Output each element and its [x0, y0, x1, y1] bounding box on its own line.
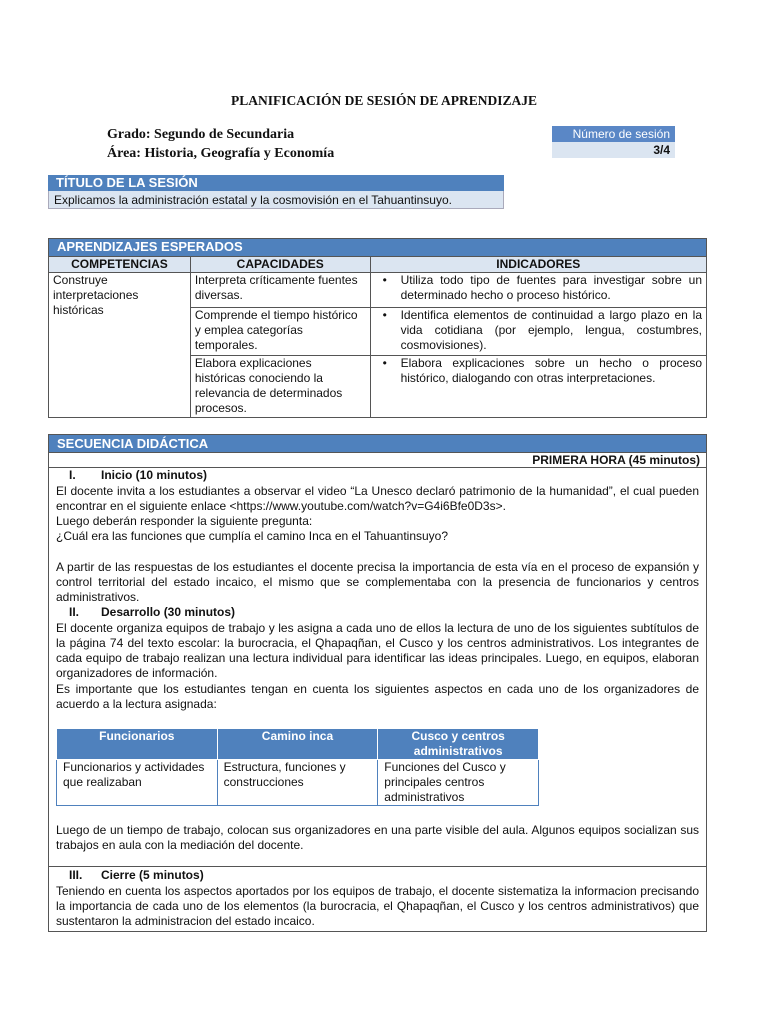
- indicador-cell: [370, 273, 706, 308]
- inicio-number: I.: [69, 468, 76, 482]
- desarrollo-number: II.: [69, 605, 80, 619]
- bullet-icon: •: [382, 308, 387, 322]
- bullet-icon: •: [382, 356, 387, 370]
- desarrollo-heading: [69, 605, 235, 620]
- col-camino-inca: Camino inca: [217, 729, 378, 760]
- desarrollo-title: Desarrollo (30 minutos): [101, 605, 236, 619]
- col-indicadores: INDICADORES: [370, 257, 706, 273]
- titulo-sesion-header: TÍTULO DE LA SESIÓN: [48, 175, 504, 191]
- inicio-paragraph-2: Luego deberán responder la siguiente pregunta:: [56, 514, 313, 528]
- page-title: PLANIFICACIÓN DE SESIÓN DE APRENDIZAJE: [230, 93, 538, 108]
- indicador-text: Identifica elementos de continuidad a largo plazo en la vida cotidiana (por ejemplo, lengua, costumbres, cosmovisiones).: [400, 308, 702, 352]
- secuencia-header: SECUENCIA DIDÁCTICA: [49, 435, 706, 452]
- session-number-value: 3/4: [552, 142, 675, 158]
- competencia-cell: Construye interpretaciones históricas: [49, 273, 191, 418]
- organizador-cell: Funciones del Cusco y principales centros administrativos: [378, 760, 539, 806]
- organizador-cell: Funcionarios y actividades que realizaban: [57, 760, 218, 806]
- organizadores-table: [56, 728, 539, 806]
- col-competencias: COMPETENCIAS: [49, 257, 191, 273]
- indicador-text: Elabora explicaciones sobre un hecho o proceso histórico, dialogando con otras interpretaciones.: [400, 356, 702, 385]
- organizador-cell: Estructura, funciones y construcciones: [217, 760, 378, 806]
- indicador-text: Utiliza todo tipo de fuentes para investigar sobre un determinado hecho o proceso histórico.: [400, 273, 702, 302]
- desarrollo-paragraph-3: Luego de un tiempo de trabajo, colocan sus organizadores en una parte visible del aula. Algunos equipos socializan sus trabajos en aula con la mediación del docente.: [56, 823, 699, 852]
- aprendizajes-header: APRENDIZAJES ESPERADOS: [49, 239, 707, 257]
- titulo-sesion-text: Explicamos la administración estatal y la cosmovisión en el Tahuantinsuyo.: [48, 191, 504, 209]
- inicio-paragraph-3: ¿Cuál era las funciones que cumplía el camino Inca en el Tahuantinsuyo?: [56, 529, 449, 543]
- col-capacidades: CAPACIDADES: [190, 257, 370, 273]
- indicador-cell: [370, 356, 706, 418]
- inicio-heading: [69, 468, 207, 483]
- cierre-paragraph-1: Teniendo en cuenta los aspectos aportados por los equipos de trabajo, el docente sistematiza la informacion precisando la importancia de cada uno de los elementos (la burocracia, el Qhapaqñan, el Cusco y los centros administrativos) que sustentaron la administracion del estado incaico.: [56, 884, 699, 928]
- area-label: Área: Historia, Geografía y Economía: [107, 146, 335, 161]
- col-funcionarios: Funcionarios: [57, 729, 218, 760]
- grado-label: Grado: Segundo de Secundaria: [107, 127, 295, 142]
- capacidad-cell: Interpreta críticamente fuentes diversas.: [190, 273, 370, 308]
- titulo-sesion-box: [48, 175, 504, 209]
- inicio-paragraph-4: A partir de las respuestas de los estudiantes el docente precisa la importancia de esta vía en el proceso de expansión y control territorial del estado incaico, el mismo que se complementaba con la presencia de funcionarios y centros administrativos.: [56, 560, 699, 604]
- cierre-heading: [69, 868, 204, 883]
- col-cusco: Cusco y centros administrativos: [378, 729, 539, 760]
- cierre-title: Cierre (5 minutos): [101, 868, 204, 882]
- cierre-number: III.: [69, 868, 83, 882]
- capacidad-cell: Elabora explicaciones históricas conociendo la relevancia de determinados procesos.: [190, 356, 370, 418]
- primera-hora-label: PRIMERA HORA (45 minutos): [49, 452, 706, 468]
- desarrollo-paragraph-1: El docente organiza equipos de trabajo y les asigna a cada uno de ellos la lectura de uno de los siguientes subtítulos de la página 74 del texto escolar: la burocracia, el Qhapaqñan, el Cusco y los centros administrativos. Los integrantes de cada equipo de trabajo realizan una lectura individual para identificar las ideas principales. Luego, en equipos, elaboran organizadores de información.: [56, 621, 699, 680]
- indicador-cell: [370, 308, 706, 356]
- capacidad-cell: Comprende el tiempo histórico y emplea categorías temporales.: [190, 308, 370, 356]
- bullet-icon: •: [382, 273, 387, 287]
- session-number-box: [552, 126, 675, 158]
- desarrollo-paragraph-2: Es importante que los estudiantes tengan en cuenta los siguientes aspectos en cada uno de los organizadores de acuerdo a la lectura asignada:: [56, 682, 699, 711]
- section-divider: [48, 866, 707, 867]
- inicio-title: Inicio (10 minutos): [101, 468, 208, 482]
- session-number-label: Número de sesión: [552, 126, 675, 142]
- inicio-paragraph-1: El docente invita a los estudiantes a observar el video “La Unesco declaró patrimonio de la humanidad”, el cual pueden encontrar en el siguiente enlace <https://www.youtube.com/watch?v=G4i6Bfe0D3s>.: [56, 484, 699, 513]
- aprendizajes-table: [48, 238, 707, 418]
